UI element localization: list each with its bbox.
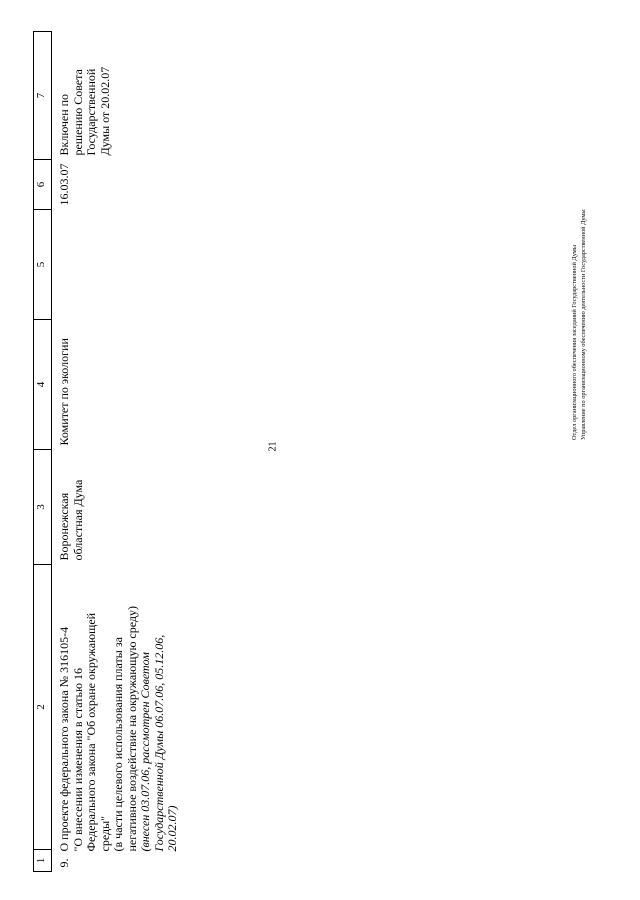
note-cell [52, 32, 182, 160]
date-cell: 16.03.07 [52, 160, 182, 210]
table-row [52, 32, 182, 872]
bill-line: О проекте федерального закона № 316105-4 [57, 626, 71, 852]
bill-description-cell [52, 565, 182, 872]
header-cell: 2 [34, 565, 52, 850]
row-number: 9. [57, 858, 71, 868]
table-header-row [34, 32, 52, 872]
footer-line: Отдел организационного обеспечения заседаний Государственной Думы [571, 245, 578, 440]
bill-history-line: Государственной Думы 06.07.06, 05.12.06, [151, 634, 166, 852]
footer-line: Управление по организационному обеспечению деятельности Государственной Думы [580, 209, 587, 440]
bill-line: (в части целевого использования платы за [111, 637, 125, 852]
header-cell: 6 [34, 160, 52, 210]
bills-table [33, 31, 182, 872]
header-cell: 1 [34, 850, 52, 872]
committee-cell: Комитет по экологии [52, 320, 182, 450]
header-cell: 5 [34, 210, 52, 320]
col5-cell [52, 210, 182, 320]
bill-line: среды" [97, 815, 112, 852]
bill-line: "О внесении изменения в статью 16 [70, 668, 85, 852]
bills-table-wrapper [33, 32, 603, 872]
initiator-cell: Воронежская областная Дума [52, 450, 182, 565]
footer [570, 0, 610, 440]
header-cell: 7 [34, 32, 52, 160]
note-line: решению Совета [70, 69, 85, 156]
header-cell: 3 [34, 450, 52, 565]
note-line: Государственной [84, 68, 98, 156]
page-number: 21 [267, 441, 279, 452]
bill-history-line: (внесен 03.07.06, рассмотрен Советом [138, 652, 152, 852]
header-cell: 4 [34, 320, 52, 450]
note-line: Думы от 20.02.07 [97, 66, 112, 156]
bill-line: Федерального закона "Об охране окружающей [84, 612, 98, 852]
bill-line: негативное воздействие на окружающую среду) [124, 605, 139, 852]
note-line: Включен по [57, 93, 71, 156]
bill-history-line: 20.02.07) [165, 805, 179, 852]
